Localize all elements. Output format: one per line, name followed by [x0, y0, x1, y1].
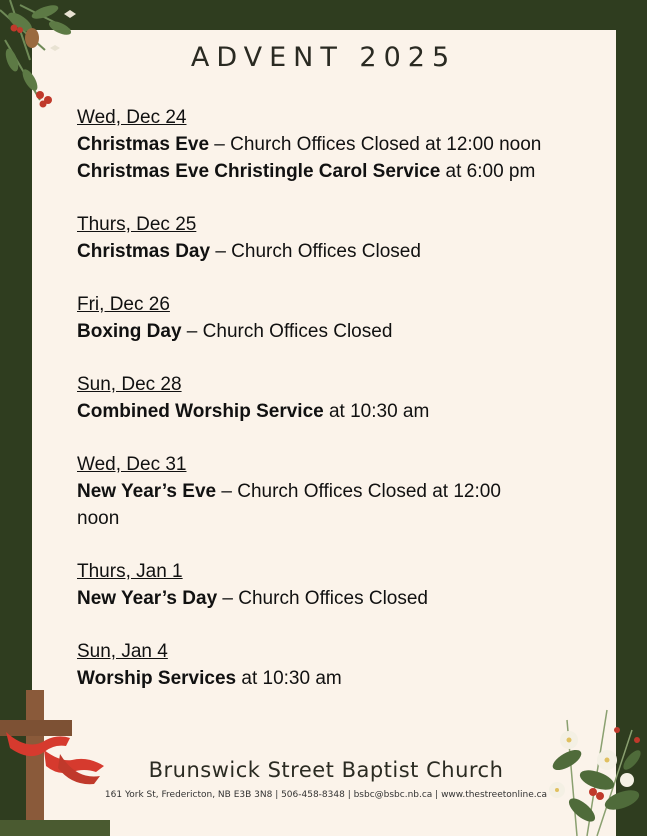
event-title: New Year’s Eve: [77, 481, 217, 502]
church-name: Brunswick Street Baptist Church: [148, 758, 504, 782]
event-detail: – Church Offices Closed: [217, 588, 428, 609]
event-entry: [77, 638, 567, 692]
event-entry: [77, 451, 567, 532]
event-line: [77, 158, 567, 185]
event-line: [77, 585, 567, 612]
event-detail: – Church Offices Closed: [181, 321, 393, 342]
event-date: Thurs, Jan 1: [77, 561, 183, 582]
event-title: Combined Worship Service: [77, 401, 324, 422]
event-line: [77, 238, 567, 265]
event-title: New Year’s Day: [77, 588, 218, 609]
event-detail: at 10:30 am: [236, 668, 342, 689]
event-title: Worship Services: [77, 668, 237, 689]
event-date: Thurs, Dec 25: [77, 214, 197, 235]
event-entry: [77, 558, 567, 612]
event-line: [77, 318, 567, 345]
event-line: [77, 398, 567, 425]
event-date: Fri, Dec 26: [77, 294, 170, 315]
event-entry: [77, 211, 567, 265]
event-date: Wed, Dec 24: [77, 107, 187, 128]
event-line: [77, 478, 517, 532]
event-date: Sun, Jan 4: [77, 641, 168, 662]
event-title: Christmas Eve: [77, 134, 210, 155]
event-entry: [77, 291, 567, 345]
event-date: Wed, Dec 31: [77, 454, 187, 475]
event-line: [77, 131, 567, 158]
event-list: [77, 104, 567, 718]
event-title: Boxing Day: [77, 321, 182, 342]
event-detail: at 6:00 pm: [440, 161, 536, 182]
event-entry: [77, 104, 567, 185]
event-detail: – Church Offices Closed at 12:00 noon: [209, 134, 542, 155]
event-detail: at 10:30 am: [323, 401, 430, 422]
event-title: Christmas Eve Christingle Carol Service: [77, 161, 441, 182]
church-address: 161 York St, Fredericton, NB E3B 3N8 | 506-458-8348 | bsbc@bsbc.nb.ca | www.thestreetonline.ca: [104, 790, 548, 800]
page-title: ADVENT 2025: [190, 42, 457, 73]
event-date: Sun, Dec 28: [77, 374, 182, 395]
event-title: Christmas Day: [77, 241, 211, 262]
event-detail: – Church Offices Closed: [210, 241, 421, 262]
event-line: [77, 665, 567, 692]
event-entry: [77, 371, 567, 425]
event-detail: – Church Offices Closed at 12:00 noon: [77, 481, 501, 529]
